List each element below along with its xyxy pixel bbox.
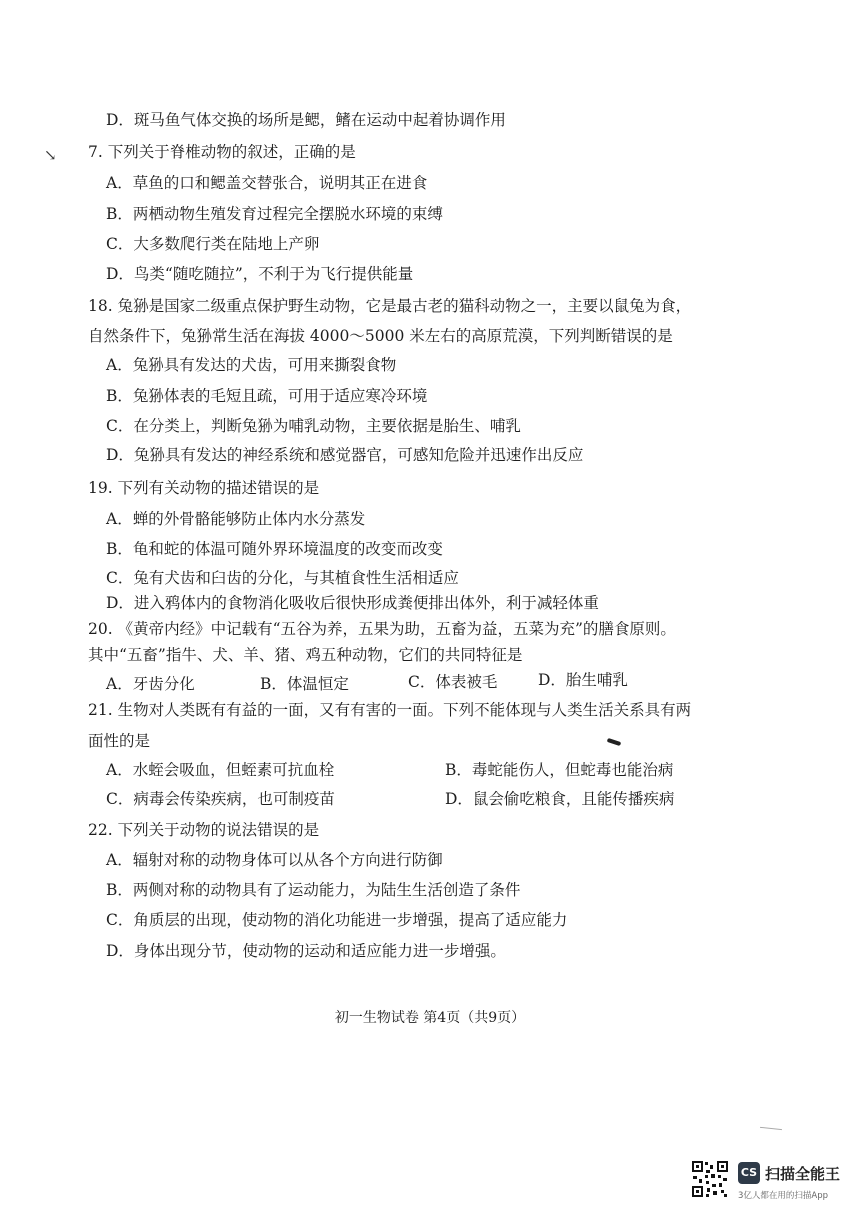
q19-option-b: B．龟和蛇的体温可随外界环境温度的改变而改变: [106, 540, 443, 558]
question-20-line-2: 其中“五畜”指牛、犬、羊、猪、鸡五种动物，它们的共同特征是: [88, 646, 523, 664]
q20-option-c: C．体表被毛: [408, 673, 498, 691]
q21-option-a: A．水蛭会吸血，但蛭素可抗血栓: [106, 761, 335, 779]
q21-option-d: D．鼠会偷吃粮食，且能传播疾病: [445, 790, 675, 808]
page-footer: 初一生物试卷 第4页（共9页）: [334, 1010, 526, 1026]
q18-option-c: C．在分类上，判断兔狲为哺乳动物，主要依据是胎生、哺乳: [106, 417, 521, 435]
q17-option-c: C．大多数爬行类在陆地上产卵: [106, 235, 320, 253]
q20-option-a: A．牙齿分化: [106, 675, 195, 693]
question-19: 19. 下列有关动物的描述错误的是: [88, 479, 320, 497]
q20-option-b: B．体温恒定: [260, 675, 349, 693]
q17-option-d: D．鸟类“随吃随拉”，不利于为飞行提供能量: [106, 265, 414, 283]
question-18-line-1: 18. 兔狲是国家二级重点保护野生动物，它是最古老的猫科动物之一，主要以鼠兔为食，: [88, 297, 692, 315]
q19-option-a: A．蝉的外骨骼能够防止体内水分蒸发: [106, 510, 366, 528]
q19-option-d: D．进入鸦体内的食物消化吸收后很快形成粪便排出体外，利于减轻体重: [106, 594, 599, 612]
q18-option-d: D．兔狲具有发达的神经系统和感觉器官，可感知危险并迅速作出反应: [106, 446, 584, 464]
q20-option-d: D．胎生哺乳: [538, 671, 628, 689]
q19-option-c: C．兔有犬齿和臼齿的分化，与其植食性生活相适应: [106, 569, 459, 587]
question-21-line-2: 面性的是: [88, 732, 151, 750]
q17-option-a: A．草鱼的口和鳃盖交替张合，说明其正在进食: [106, 174, 428, 192]
q22-option-d: D．身体出现分节，使动物的运动和适应能力进一步增强。: [106, 942, 506, 960]
question-20-line-1: 20. 《黄帝内经》中记载有“五谷为养，五果为助，五畜为益，五菜为充”的膳食原则。: [88, 620, 676, 638]
scanner-logo-badge: CS: [738, 1162, 760, 1184]
q22-option-b: B．两侧对称的动物具有了运动能力，为陆生生活创造了条件: [106, 881, 521, 899]
q16-option-d: D．斑马鱼气体交换的场所是鳃，鳍在运动中起着协调作用: [106, 111, 506, 129]
ink-smudge: [607, 738, 622, 746]
q22-option-c: C．角质层的出现，使动物的消化功能进一步增强，提高了适应能力: [106, 911, 568, 929]
question-17: 7. 下列关于脊椎动物的叙述，正确的是: [88, 143, 356, 161]
q22-option-a: A．辐射对称的动物身体可以从各个方向进行防御: [106, 851, 443, 869]
qr-code-icon: [691, 1160, 729, 1198]
pen-mark: ↘: [44, 146, 57, 164]
q18-option-a: A．兔狲具有发达的犬齿，可用来撕裂食物: [106, 356, 397, 374]
scanner-app-name: 扫描全能王: [765, 1165, 841, 1183]
q18-option-b: B．兔狲体表的毛短且疏，可用于适应寒冷环境: [106, 387, 428, 405]
question-22: 22. 下列关于动物的说法错误的是: [88, 821, 320, 839]
scanner-tagline: 3亿人都在用的扫描App: [738, 1191, 829, 1201]
question-21-line-1: 21. 生物对人类既有有益的一面，又有有害的一面。下列不能体现与人类生活关系具有两: [88, 701, 692, 719]
scan-artifact: [760, 1127, 782, 1130]
q21-option-c: C．病毒会传染疾病，也可制疫苗: [106, 790, 335, 808]
q21-option-b: B．毒蛇能伤人，但蛇毒也能治病: [445, 761, 674, 779]
question-18-line-2: 自然条件下，兔狲常生活在海拔 4000～5000 米左右的高原荒漠，下列判断错误的是: [88, 327, 673, 345]
q17-option-b: B．两栖动物生殖发育过程完全摆脱水环境的束缚: [106, 205, 443, 223]
